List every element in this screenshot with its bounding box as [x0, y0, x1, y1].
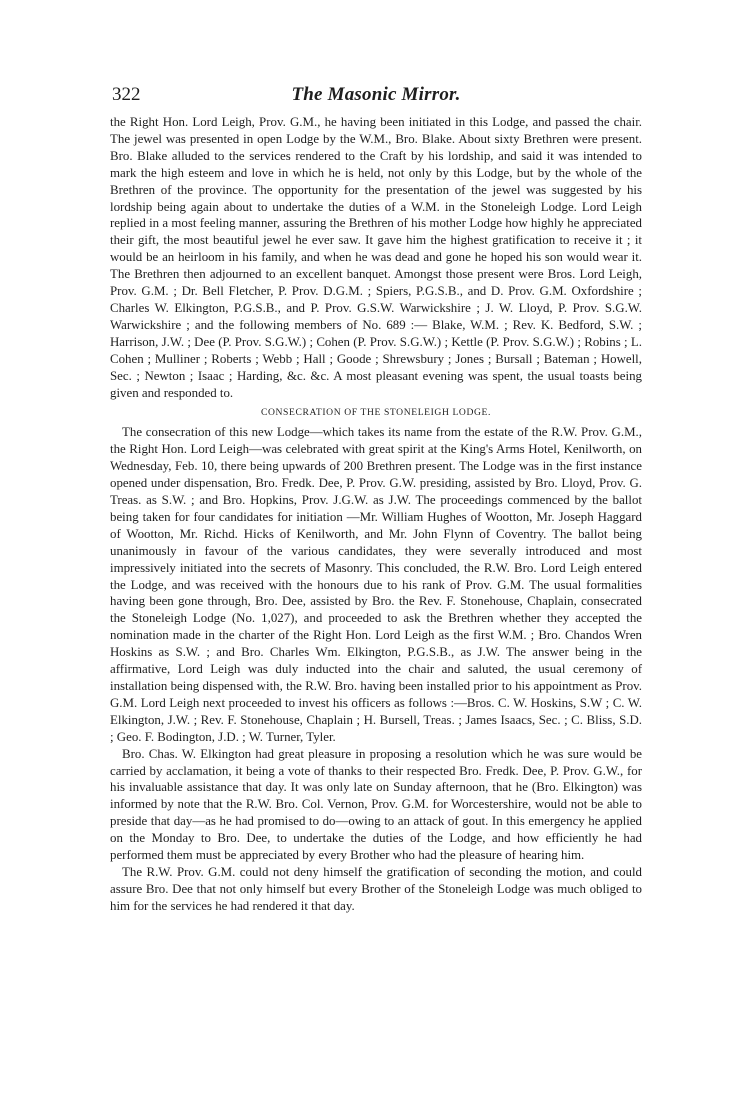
page-number: 322	[112, 84, 141, 105]
section-heading: CONSECRATION OF THE STONELEIGH LODGE.	[261, 407, 491, 419]
page	[110, 84, 642, 915]
paragraph-seconding: The R.W. Prov. G.M. could not deny himself the gratification of seconding the motion, and could assure Bro. Dee that not only himself but every Brother of the Stoneleigh Lodge was much obliged to him for the services he had rendered it that day.	[110, 864, 642, 913]
paragraph-lodge-jewel: the Right Hon. Lord Leigh, Prov. G.M., he having been initiated in this Lodge, and passed the chair. The jewel was presented in open Lodge by the W.M., Bro. Blake. About sixty Brethren were present. Bro. Blake alluded to the services rendered to the Craft by his lordship, and said it was intended to mark the high esteem and love in which he is held, not only by this Lodge, but by the whole of the Brethren of the province. The opportunity for the presentation of the jewel was suggested by his lordship being again about to undertake the duties of a W.M. in the Stoneleigh Lodge. Lord Leigh replied in a most feeling manner, assuring the Brethren of his mother Lodge how highly he appreciated their gift, the most beautiful jewel he ever saw. It gave him the highest gratification to receive it ; it would be an heirloom in his family, and when he was dead and gone he hoped his son would wear it. The Brethren then adjourned to an excellent banquet. Amongst those present were Bros. Lord Leigh, Prov. G.M. ; Dr. Bell Fletcher, P. Prov. D.G.M. ; Spiers, P.G.S.B., and D. Prov. G.M. Oxfordshire ; Charles W. Elkington, P.G.S.B., and P. Prov. G.S.W. Warwickshire ; J. W. Lloyd, P. Prov. S.G.W. Warwickshire ; and the following members of No. 689 :— Blake, W.M. ; Rev. K. Bedford, S.W. ; Harrison, J.W. ; Dee (P. Prov. S.G.W.) ; Cohen (P. Prov. S.G.W.) ; Kettle (P. Prov. S.G.W.) ; Robins ; L. Cohen ; Mulliner ; Roberts ; Webb ; Hall ; Goode ; Shrewsbury ; Jones ; Bursall ; Bateman ; Howell, Sec. ; Newton ; Isaac ; Harding, &c. &c. A most pleasant evening was spent, the usual toasts being given and responded to.	[110, 115, 642, 400]
paragraph-consecration: The consecration of this new Lodge—which takes its name from the estate of the R.W. Prov. G.M., the Right Hon. Lord Leigh—was celebrated with great spirit at the King's Arms Hotel, Kenilworth, on Wednesday, Feb. 10, there being upwards of 200 Brethren present. The Lodge was in the first instance opened under dispensation, Bro. Fredk. Dee, P. Prov. G.W. presiding, assisted by Bro. Lloyd, Prov. G. Treas. as S.W. ; and Bro. Hopkins, Prov. J.G.W. as J.W. The proceedings commenced by the ballot being taken for four candidates for initiation —Mr. William Hughes of Wootton, Mr. Joseph Haggard of Wootton, Mr. Richd. Hicks of Kenilworth, and Mr. John Flynn of Coventry. The ballot being unanimously in favour of the various candidates, they were severally introduced and most impressively initiated into the secrets of Masonry. This concluded, the R.W. Bro. Lord Leigh entered the Lodge, and was received with the honours due to his rank of Prov. G.M. The usual formalities having been gone through, Bro. Dee, assisted by Bro. the Rev. F. Stonehouse, Chaplain, consecrated the Stoneleigh Lodge (No. 1,027), and proceeded to ask the Brethren whether they accepted the nomination made in the charter of the Right Hon. Lord Leigh as the first W.M. ; Bro. Chandos Wren Hoskins as S.W. ; and Bro. Charles Wm. Elkington, P.G.S.B., as J.W. The answer being in the affirmative, Lord Leigh was duly inducted into the chair and saluted, the usual ceremony of installation being dispensed with, the R.W. Bro. having been installed prior to his appointment as Prov. G.M. Lord Leigh next proceeded to invest his officers as follows :—Bros. C. W. Hoskins, S.W ; C. W. Elkington, J.W. ; Rev. F. Stonehouse, Chaplain ; H. Bursell, Treas. ; James Isaacs, Sec. ; C. Bliss, S.D. ; Geo. F. Bodington, J.D. ; W. Turner, Tyler.	[110, 425, 642, 744]
article-body	[110, 114, 642, 915]
journal-title: The Masonic Mirror.	[291, 84, 461, 105]
running-head	[110, 84, 642, 110]
paragraph-vote-of-thanks: Bro. Chas. W. Elkington had great pleasure in proposing a resolution which he was sure would be carried by acclamation, it being a vote of thanks to their respected Bro. Fredk. Dee, P. Prov. G.W., for his invaluable assistance that day. It was only late on Sunday afternoon, that he (Bro. Elkington) was informed by note that the R.W. Bro. Col. Vernon, Prov. G.M. for Worcestershire, would not be able to preside that day—as he had promised to do—owing to an attack of gout. In this emergency he applied on the Monday to Bro. Dee, to undertake the duties of the Lodge, and how efficiently he had performed them must be appreciated by every Brother who had the pleasure of hearing him.	[110, 746, 642, 863]
